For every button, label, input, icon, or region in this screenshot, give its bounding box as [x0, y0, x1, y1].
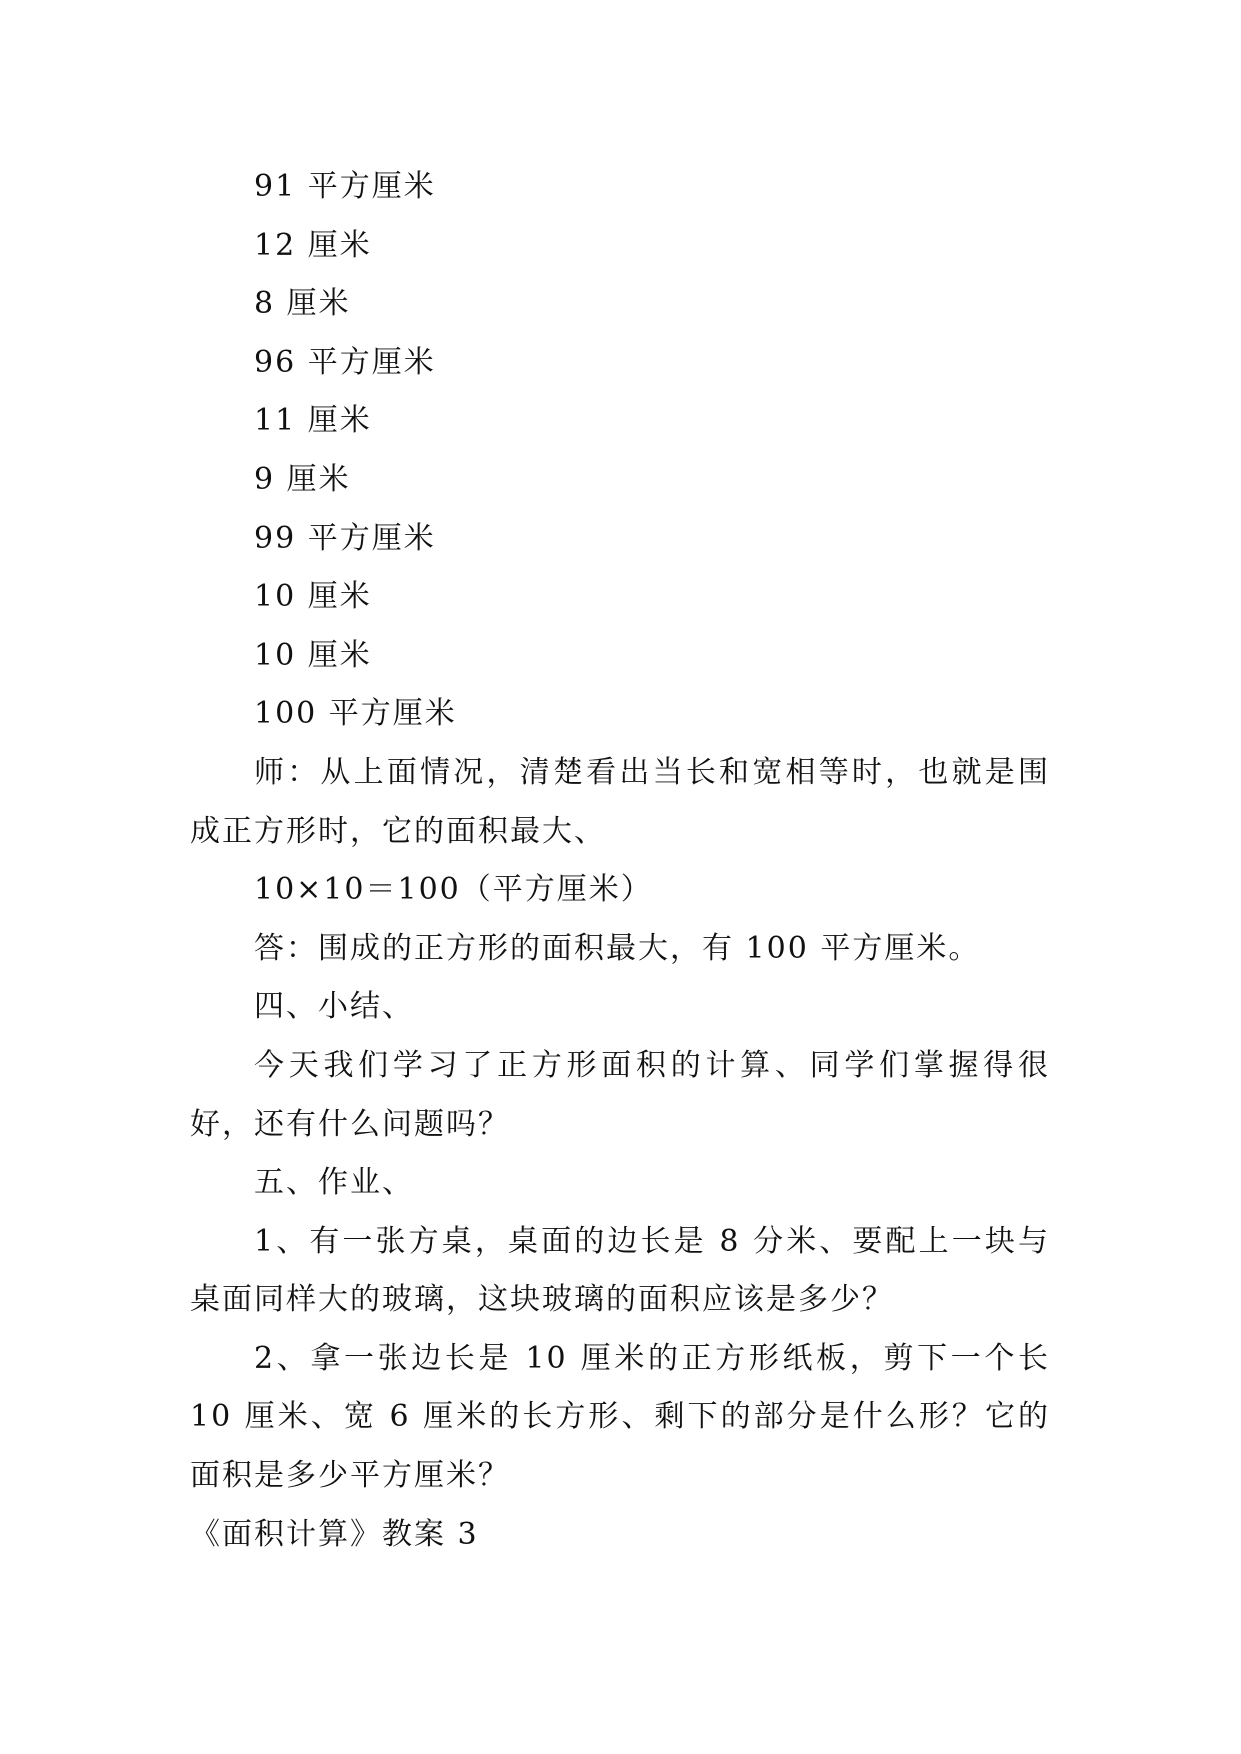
homework-item: 2、拿一张边长是 10 厘米的正方形纸板，剪下一个长 10 厘米、宽 6 厘米的长方形、剩下的部分是什么形？它的面积是多少平方厘米？: [190, 1340, 1050, 1494]
teacher-conclusion-paragraph: 师：从上面情况，清楚看出当长和宽相等时，也就是围成正方形时，它的面积最大、: [190, 754, 1050, 849]
result-line: 9 厘米: [254, 461, 351, 497]
homework-item: 1、有一张方桌，桌面的边长是 8 分米、要配上一块与桌面同样大的玻璃，这块玻璃的面积应该是多少？: [190, 1223, 1050, 1318]
result-line: 12 厘米: [254, 227, 372, 263]
summary-paragraph: 今天我们学习了正方形面积的计算、同学们掌握得很好，还有什么问题吗？: [190, 1047, 1050, 1142]
result-line: 11 厘米: [254, 403, 372, 439]
formula-line: 10×10＝100（平方厘米）: [254, 872, 653, 908]
next-section-title: 《面积计算》教案 3: [190, 1516, 479, 1552]
result-line: 100 平方厘米: [254, 696, 457, 732]
answer-line: 答：围成的正方形的面积最大，有 100 平方厘米。: [254, 930, 981, 966]
result-line: 96 平方厘米: [254, 344, 436, 380]
result-line: 99 平方厘米: [254, 520, 436, 556]
result-line: 91 平方厘米: [254, 169, 436, 204]
homework-heading: 五、作业、: [254, 1165, 414, 1201]
result-line: 10 厘米: [254, 579, 372, 615]
result-line: 10 厘米: [254, 637, 372, 673]
result-line: 8 厘米: [254, 286, 351, 322]
summary-heading: 四、小结、: [254, 989, 414, 1025]
document-page: [190, 158, 1050, 1564]
